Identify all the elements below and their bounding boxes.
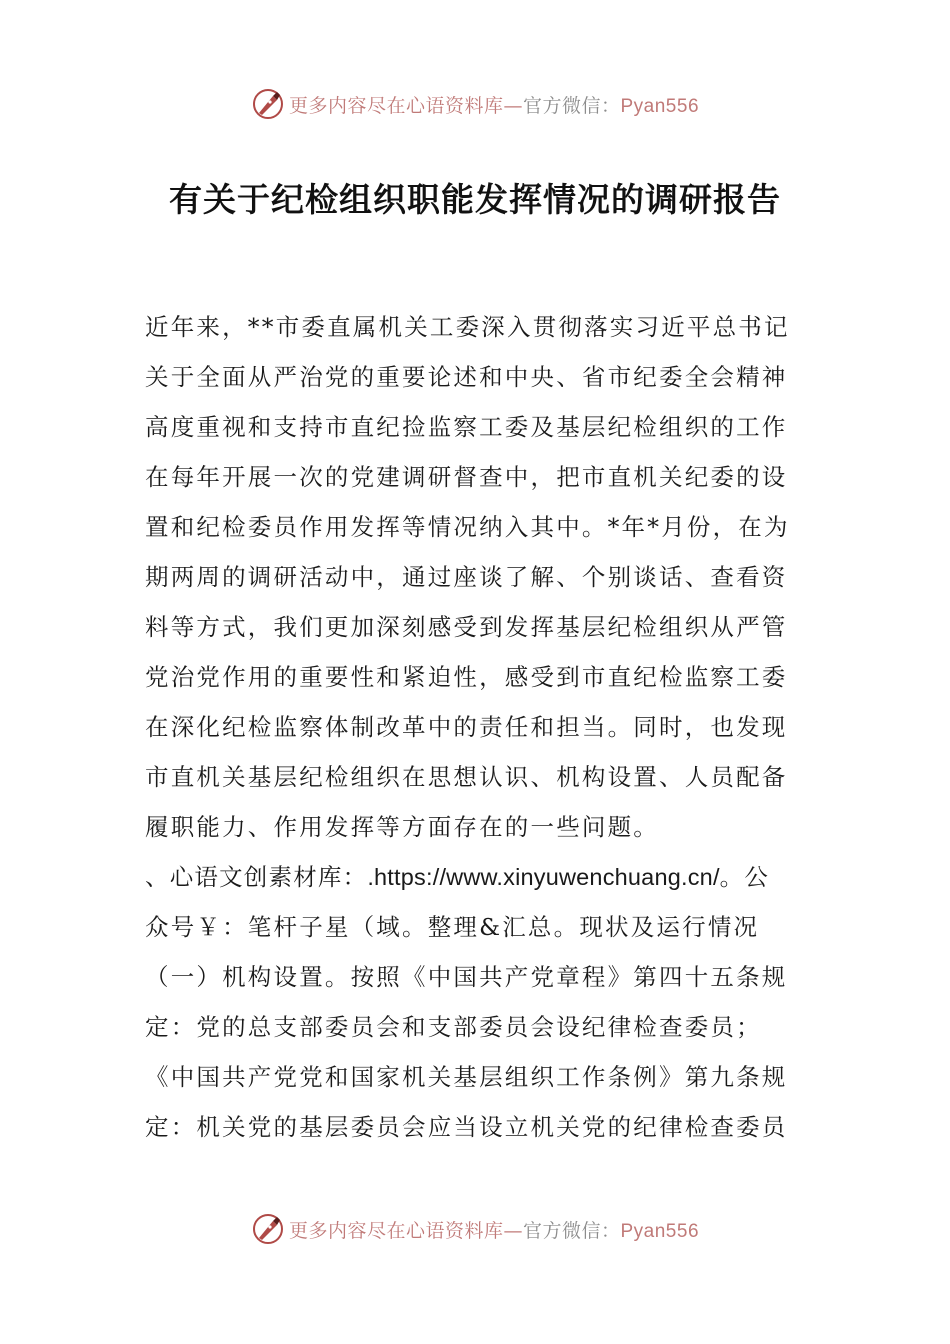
body-line: 在深化纪检监察体制改革中的责任和担当。同时，也发现 [145, 713, 788, 741]
watermark-text [289, 91, 699, 118]
body-line: 党治党作用的重要性和紧迫性，感受到市直纪检监察工委 [145, 663, 788, 691]
body-line: 定：机关党的基层委员会应当设立机关党的纪律检查委员 [145, 1113, 788, 1141]
body-line: 《中国共产党党和国家机关基层组织工作条例》第九条规 [145, 1063, 788, 1091]
watermark-text [289, 1216, 699, 1243]
body-line: （一）机构设置。按照《中国共产党章程》第四十五条规 [145, 963, 788, 991]
body-line: 履职能力、作用发挥等方面存在的一些问题。 [145, 813, 659, 841]
watermark-separator: — [503, 94, 523, 117]
watermark-separator: — [503, 1219, 523, 1242]
body-line-url [145, 852, 807, 902]
body-line: 市直机关基层纪检组织在思想认识、机构设置、人员配备 [145, 763, 788, 791]
watermark-footer [0, 1209, 950, 1249]
document-body [145, 302, 807, 1152]
watermark-wechat-id: Pyan556 [620, 95, 700, 117]
source-url: .https://www.xinyuwenchuang.cn/ [367, 864, 720, 890]
watermark-brand: 更多内容尽在心语资料库 [288, 1219, 504, 1242]
watermark-header [0, 84, 950, 124]
body-line: 众号￥：笔杆子星（域。整理&汇总。现状及运行情况 [145, 913, 760, 941]
body-line: 在每年开展一次的党建调研督查中，把市直机关纪委的设 [145, 463, 788, 491]
watermark-brand: 更多内容尽在心语资料库 [288, 94, 504, 117]
body-line: 关于全面从严治党的重要论述和中央、省市纪委全会精神 [145, 363, 788, 391]
body-line: 期两周的调研活动中，通过座谈了解、个别谈话、查看资 [145, 563, 788, 591]
body-line: 置和纪检委员作用发挥等情况纳入其中。*年*月份，在为 [145, 513, 790, 541]
pen-nib-circle-icon [251, 87, 285, 121]
watermark-wechat-label: 官方微信： [522, 1219, 621, 1242]
watermark-wechat-id: Pyan556 [620, 1220, 700, 1242]
body-line: 近年来，**市委直属机关工委深入贯彻落实习近平总书记 [145, 313, 790, 341]
watermark-wechat-label: 官方微信： [522, 94, 621, 117]
url-prefix: 、心语文创素材库： [145, 863, 368, 891]
document-title: 有关于纪检组织职能发挥情况的调研报告 [169, 180, 781, 219]
pen-nib-circle-icon [251, 1212, 285, 1246]
body-line: 高度重视和支持市直纪捡监察工委及基层纪检组织的工作 [145, 413, 788, 441]
body-line: 定：党的总支部委员会和支部委员会设纪律检查委员； [145, 1013, 762, 1041]
url-suffix: 。公 [719, 863, 770, 891]
body-line: 料等方式，我们更加深刻感受到发挥基层纪检组织从严管 [145, 613, 788, 641]
